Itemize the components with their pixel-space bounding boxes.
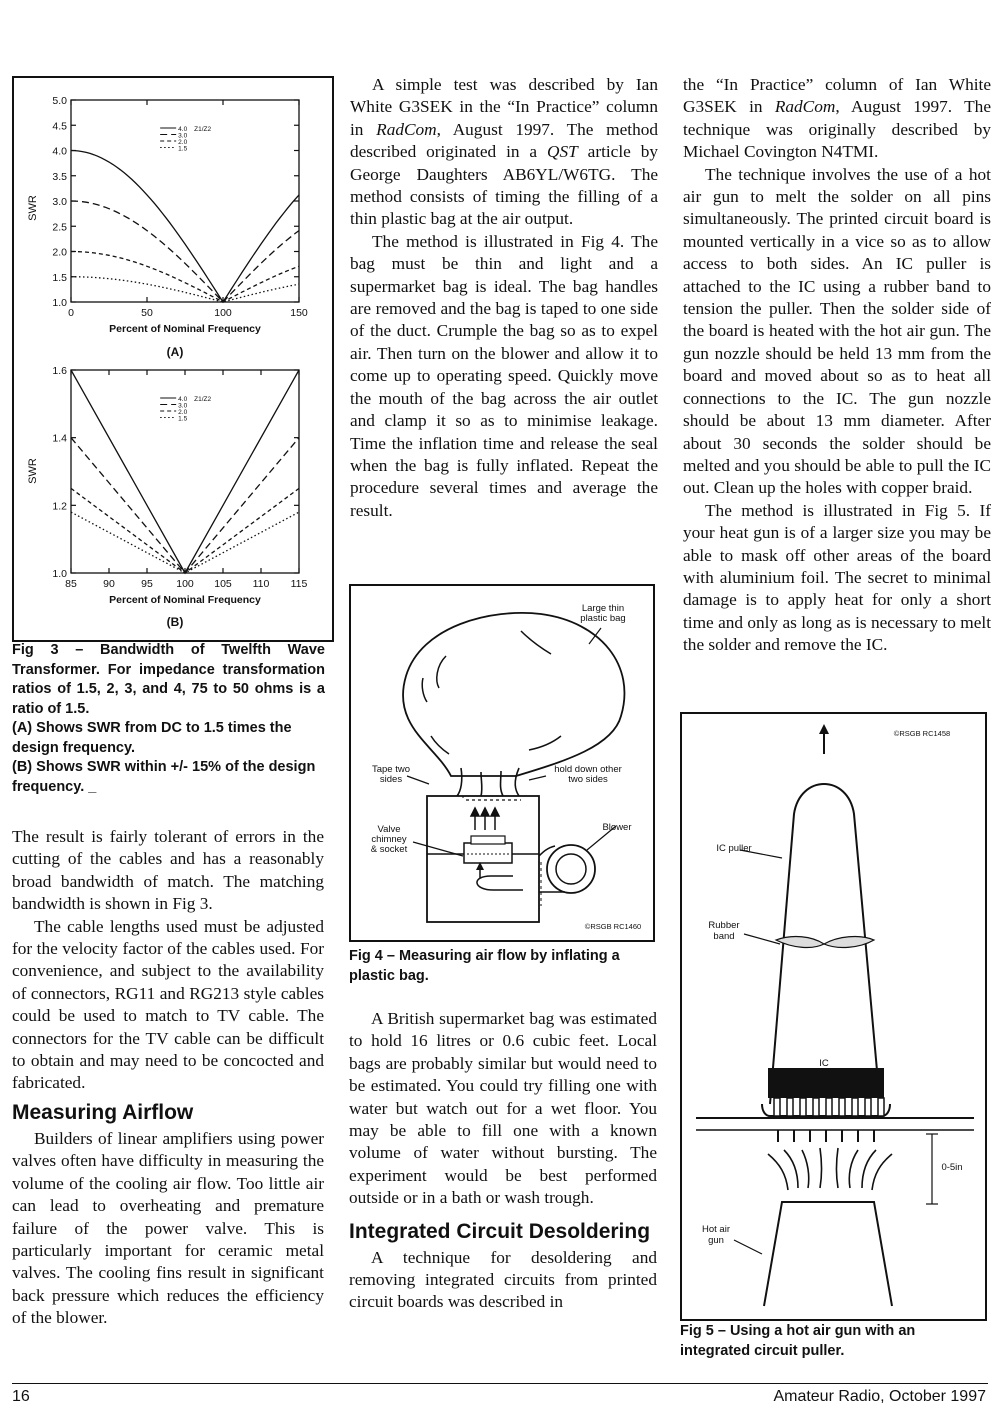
ic-pin <box>852 1098 858 1116</box>
legend-entry: 4.0 <box>178 396 188 403</box>
chart-a <box>27 95 308 359</box>
legend-title: Z1/Z2 <box>194 126 212 133</box>
fig4-box <box>349 584 655 942</box>
x-tick-label: 100 <box>214 307 232 319</box>
legend-entry: 3.0 <box>178 132 188 140</box>
y-tick-label: 3.5 <box>52 170 67 183</box>
ic-pin <box>826 1098 832 1116</box>
series-line-2.0 <box>71 488 299 573</box>
chart-b <box>27 365 308 629</box>
col3-paragraph-2: The technique involves the use of a hot air gun to melt the solder on all pins simultaneously. The printed circuit board is mounted vertically in a vice so as to allow access to both sides. An IC puller is attached to the IC using a rubber band to tension the puller. Then the solder side of the board is heated with the hot air gun. The gun nozzle should be held 13 mm from the board and moved about so as to heat all connections to the IC. The gun nozzle should be about 13 mm diameter. After about 30 seconds the solder should be melted and you should be able to pull the IC out. Clean up the holes with copper braid. <box>683 164 991 498</box>
y-tick-label: 1.6 <box>52 365 67 377</box>
fig5-caption: Fig 5 – Using a hot air gun with an integrated circuit puller. <box>680 1323 916 1359</box>
fig3-caption <box>12 641 325 797</box>
ic-pin <box>878 1098 884 1116</box>
col1-paragraph-3: Builders of linear amplifiers using power valves often have difficulty in measuring the volume of the cooling air flow. Too little air can lead to overheating and premature failure of the power valve. This is particularly important for ceramic metal valves. The cooling fins result in significant back pressure which reduces the efficiency of the blower. <box>12 1128 324 1328</box>
y-tick-label: 4.0 <box>52 145 67 158</box>
y-tick-label: 1.0 <box>52 568 67 580</box>
fig3-caption-line1: Fig 3 – Bandwidth of Twelfth Wave Transformer. For impedance transformation ratios of 1.5, 2, 3, and 4, 75 to 50 ohms is a ratio of 1.5. <box>12 642 325 717</box>
fig5-label-puller: IC puller <box>716 843 752 854</box>
col2-paragraph-4: A technique for desoldering and removing integrated circuits from printed circuit boards was described in <box>349 1247 657 1312</box>
series-line-3.0 <box>71 201 299 302</box>
x-tick-label: 50 <box>141 307 153 319</box>
fig4-label-valve: Valve chimney & socket <box>370 824 408 855</box>
fig4-diagram <box>351 586 653 940</box>
col3-paragraph-1: the “In Practice” column of Ian White G3SEK in RadCom, August 1997. The technique was originally described by Michael Covington N4TMI. <box>683 75 991 162</box>
y-tick-label: 1.5 <box>52 271 67 284</box>
series-line-4.0 <box>71 151 299 303</box>
fig3-charts <box>14 78 332 640</box>
heading-ic-desoldering: Integrated Circuit Desoldering <box>349 1219 651 1243</box>
fig5-copyright: ©RSGB RC1458 <box>893 729 951 738</box>
heading-measuring-airflow: Measuring Airflow <box>12 1100 194 1124</box>
column-3 <box>683 74 991 657</box>
x-tick-label: 95 <box>141 578 153 590</box>
series-line-3.0 <box>71 438 299 573</box>
fig4-label-tape: Tape two sides <box>371 764 411 785</box>
chart-b-panel-label: (B) <box>166 615 184 629</box>
y-tick-label: 1.0 <box>52 297 67 309</box>
magazine-issue: Amateur Radio, October 1997 <box>773 1388 986 1405</box>
plastic-bag-shape <box>403 613 624 776</box>
ic-chip <box>768 1068 884 1098</box>
chart-b-xlabel: Percent of Nominal Frequency <box>109 594 261 606</box>
chart-b-ylabel: SWR <box>27 458 39 484</box>
y-tick-label: 4.5 <box>52 120 67 133</box>
col2-paragraph-2: The method is illustrated in Fig 4. The bag must be thin and light and a supermarket bag is ideal. The bag handles are removed and the bag is taped to one side of the duct. Crumple the bag so as to expel air. Then turn on the blower and allow it to come up to operating speed. Quickly move the mouth of the bag across the air outlet and clamp it so as to minimise leakage. Time the inflation time and release the seal when the bag is fully inflated. Repeat the procedure several times and average the result. <box>350 231 658 520</box>
col2-paragraph-1: A simple test was described by Ian White G3SEK in the “In Practice” column in RadCom, August 1997. The method described originated in a QST article by George Daughters AB6YL/W6TG. The method consists of timing the filling of a thin plastic bag at the air output. <box>350 75 659 229</box>
column-2-top <box>350 74 658 522</box>
fig4-caption: Fig 4 – Measuring air flow by inflating a plastic bag. <box>349 948 620 984</box>
col1-paragraph-1: The result is fairly tolerant of errors in the cutting of the cables and has a reasonably broad bandwidth of match. The matching bandwidth is shown in Fig 3. <box>12 827 324 914</box>
fig4-label-hold: hold down other two sides <box>554 764 622 785</box>
col1-paragraph-2: The cable lengths used must be adjusted for the velocity factor of the cables used. For convenience, and subject to the availability of connectors, RG11 and RG213 style cables could be used to match to TV cable. The connectors for the TV cable can be difficult to obtain and may need to be concocted and fabricated. <box>12 916 324 1093</box>
legend-entry: 4.0 <box>178 126 188 133</box>
y-tick-label: 2.5 <box>52 221 67 234</box>
series-line-1.5 <box>71 277 299 302</box>
fig5-diagram <box>682 714 985 1319</box>
hot-air-gun-shape <box>764 1202 892 1306</box>
chart-a-ylabel: SWR <box>27 195 39 221</box>
ic-pin <box>800 1098 806 1116</box>
fig3-caption-line3: (B) Shows SWR within +/- 15% of the design frequency. _ <box>12 759 316 795</box>
fig3-caption-line2: (A) Shows SWR from DC to 1.5 times the design frequency. <box>12 720 292 756</box>
ic-pin <box>813 1098 819 1116</box>
legend-entry: 2.0 <box>178 409 188 416</box>
legend-entry: 1.5 <box>178 145 188 153</box>
rubber-band-shape <box>776 937 874 948</box>
column-2-bottom <box>349 1008 657 1314</box>
fig5-box <box>680 712 987 1321</box>
fig4-label-blower: Blower <box>602 822 632 833</box>
fig4-copyright: ©RSGB RC1460 <box>584 922 642 931</box>
chart-a-legend <box>160 126 211 153</box>
y-tick-label: 1.4 <box>52 432 67 445</box>
y-tick-label: 5.0 <box>52 95 67 107</box>
fig5-label-rubber: Rubber band <box>708 920 740 942</box>
ic-pin <box>774 1098 780 1116</box>
x-tick-label: 85 <box>65 578 77 590</box>
footer-rule <box>12 1383 988 1384</box>
ic-pin <box>787 1098 793 1116</box>
x-tick-label: 115 <box>290 578 308 590</box>
ic-pin <box>839 1098 845 1116</box>
fig3-box <box>12 76 334 642</box>
x-tick-label: 150 <box>290 307 308 319</box>
fig5-label-distance: 0-5in <box>941 1162 963 1173</box>
y-tick-label: 2.0 <box>52 246 67 259</box>
hot-air-streams <box>768 1148 892 1190</box>
x-tick-label: 100 <box>176 578 194 590</box>
series-line-1.5 <box>71 512 299 573</box>
col2-paragraph-3: A British supermarket bag was estimated to hold 16 litres or 0.6 cubic feet. Local bags are probably similar but would need to be estimated. You could try filling one with water but watch out for a wet floor. You may be able to fill one with a known volume of water without bursting. The experiment would be best performed outside or in a bath or wash trough. <box>349 1009 657 1208</box>
x-tick-label: 110 <box>252 578 270 590</box>
legend-entry: 1.5 <box>178 415 188 423</box>
x-tick-label: 0 <box>68 307 74 319</box>
fig4-label-bag: Large thin plastic bag <box>580 603 626 624</box>
col3-paragraph-3: The method is illustrated in Fig 5. If your heat gun is of a larger size you may be able to mask off other areas of the board with aluminium foil. The secret to minimal damage is to apply heat for only a short time and only as long as is necessary to melt the solder and remove the IC. <box>683 500 991 655</box>
column-1 <box>12 826 324 1330</box>
y-tick-label: 1.2 <box>52 500 67 513</box>
fig5-label-ic: IC <box>819 1058 829 1069</box>
fig5-label-gun: Hot air gun <box>702 1224 730 1246</box>
legend-entry: 2.0 <box>178 139 188 146</box>
legend-title: Z1/Z2 <box>194 396 212 403</box>
x-tick-label: 90 <box>103 578 115 590</box>
chart-b-legend <box>160 396 211 423</box>
x-tick-label: 105 <box>214 578 232 590</box>
ic-pin <box>865 1098 871 1116</box>
chart-a-panel-label: (A) <box>166 345 184 359</box>
chart-a-xlabel: Percent of Nominal Frequency <box>109 323 261 335</box>
page-number: 16 <box>12 1388 30 1405</box>
legend-entry: 3.0 <box>178 402 188 410</box>
valve-chimney <box>464 843 512 863</box>
blower-shape <box>547 845 595 893</box>
y-tick-label: 3.0 <box>52 196 67 208</box>
